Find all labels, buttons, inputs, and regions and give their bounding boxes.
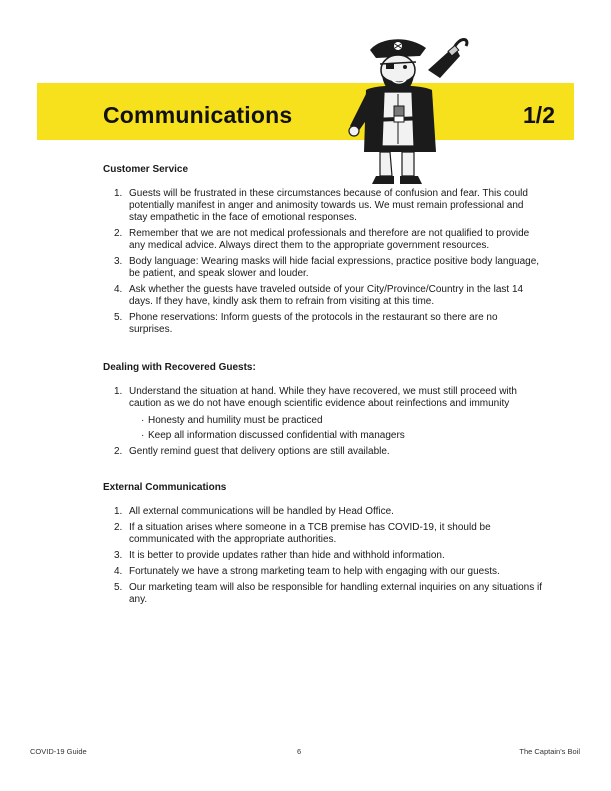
item-number: 2. <box>114 446 123 457</box>
section-external-communications <box>103 482 543 606</box>
bullet-item <box>141 415 543 427</box>
bullet-icon: · <box>141 415 145 426</box>
bullet-list <box>129 415 543 442</box>
item-number: 2. <box>114 522 123 533</box>
item-text: Remember that we are not medical professionals and therefore are not qualified to provide any medical advice. Always direct them to the appropriate government resources. <box>129 228 530 251</box>
numbered-list <box>103 506 543 606</box>
bullet-icon: · <box>141 430 145 441</box>
item-number: 2. <box>114 228 123 239</box>
bullet-item <box>141 430 543 442</box>
numbered-list <box>103 386 543 458</box>
list-item <box>114 312 543 336</box>
item-number: 4. <box>114 284 123 295</box>
item-text: All external communications will be handled by Head Office. <box>129 506 394 517</box>
list-item <box>114 228 543 252</box>
item-text: Phone reservations: Inform guests of the protocols in the restaurant so there are no surprises. <box>129 312 498 335</box>
item-text: If a situation arises where someone in a TCB premise has COVID-19, it should be communicated with the appropriate authorities. <box>129 522 491 545</box>
list-item <box>114 188 543 224</box>
list-item <box>114 506 543 518</box>
item-text: Ask whether the guests have traveled outside of your City/Province/Country in the last 14 days. If they have, kindly ask them to refrain from visiting at this time. <box>129 284 524 307</box>
item-text: Our marketing team will also be responsible for handling external inquiries on any situations if any. <box>129 582 542 605</box>
item-text: Body language: Wearing masks will hide facial expressions, practice positive body language, be patient, and speak slower and louder. <box>129 256 540 279</box>
page-title: Communications <box>103 102 293 128</box>
footer-company-name: The Captain's Boil <box>519 747 580 756</box>
footer-document-title: COVID-19 Guide <box>30 747 87 756</box>
page-indicator: 1/2 <box>523 102 555 128</box>
section-title: External Communications <box>103 482 227 493</box>
item-text: Gently remind guest that delivery options are still available. <box>129 446 390 457</box>
item-number: 5. <box>114 582 123 593</box>
list-item <box>114 550 543 562</box>
item-number: 1. <box>114 188 123 199</box>
main-content <box>103 164 543 610</box>
item-number: 4. <box>114 566 123 577</box>
list-item <box>114 522 543 546</box>
section-title: Dealing with Recovered Guests: <box>103 362 256 373</box>
item-text: Guests will be frustrated in these circumstances because of confusion and fear. This could potentially manifest in anger and animosity towards us. We must remain professional and stay empathetic in the face of emotional responses. <box>129 188 528 223</box>
section-customer-service <box>103 164 543 336</box>
item-number: 1. <box>114 506 123 517</box>
item-text: It is better to provide updates rather than hide and withhold information. <box>129 550 445 561</box>
item-number: 3. <box>114 256 123 267</box>
bullet-text: Keep all information discussed confidential with managers <box>148 430 405 441</box>
list-item <box>114 386 543 442</box>
item-number: 1. <box>114 386 123 397</box>
section-recovered-guests <box>103 362 543 458</box>
list-item <box>114 446 543 458</box>
item-text: Fortunately we have a strong marketing team to help with engaging with our guests. <box>129 566 500 577</box>
list-item <box>114 284 543 308</box>
section-title: Customer Service <box>103 164 189 175</box>
item-number: 3. <box>114 550 123 561</box>
numbered-list <box>103 188 543 336</box>
item-number: 5. <box>114 312 123 323</box>
item-text: Understand the situation at hand. While they have recovered, we must still proceed with caution as we do not have enough scientific evidence about reinfections and immunity <box>129 386 517 409</box>
list-item <box>114 566 543 578</box>
list-item <box>114 582 543 606</box>
footer-page-number: 6 <box>297 747 302 756</box>
bullet-text: Honesty and humility must be practiced <box>148 415 323 426</box>
list-item <box>114 256 543 280</box>
